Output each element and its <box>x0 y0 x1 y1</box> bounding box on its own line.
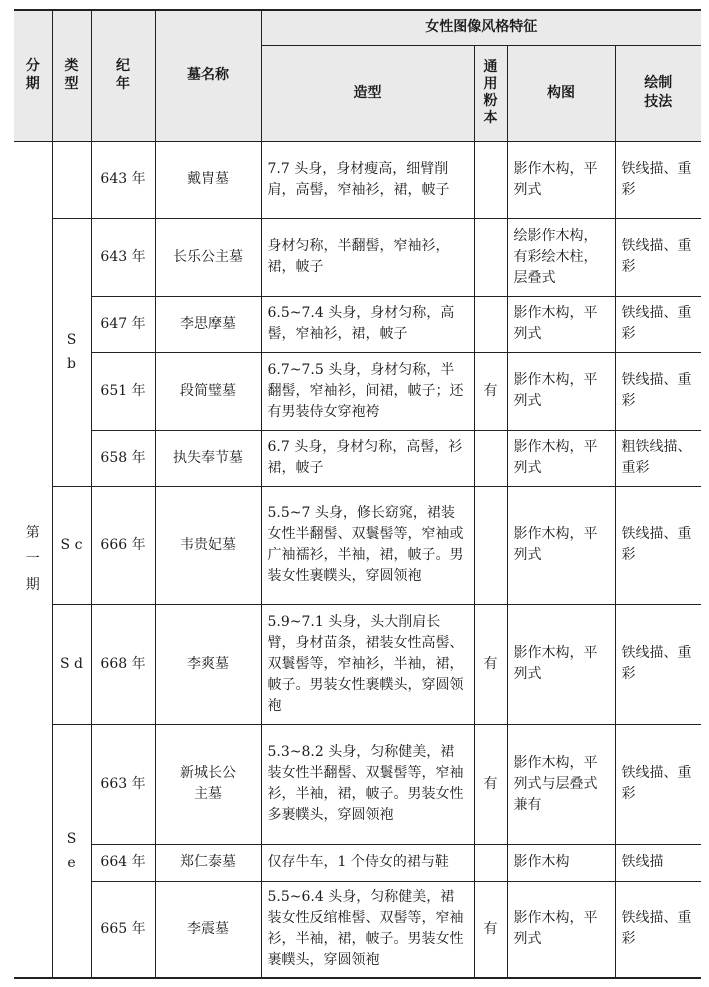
template-cell: 有 <box>474 604 507 724</box>
template-cell <box>474 430 507 486</box>
tomb-name-cell: 韦贵妃墓 <box>155 486 261 604</box>
table-row <box>14 218 701 296</box>
tomb-name-cell: 戴胄墓 <box>155 141 261 218</box>
composition-cell: 影作木构 <box>507 844 615 881</box>
shape-cell: 6.7 头身，身材匀称，高髻，衫裙，帔子 <box>261 430 474 486</box>
table-header <box>14 10 701 141</box>
technique-cell: 铁线描、重彩 <box>615 218 701 296</box>
shape-cell: 5.3~8.2 头身，匀称健美，裙装女性半翻髻、双鬟髻等，窄袖衫，半袖，裙，帔子。男装女性多裹幞头，穿圆领袍 <box>261 724 474 844</box>
tomb-name-cell: 李爽墓 <box>155 604 261 724</box>
year-cell: 666 年 <box>91 486 155 604</box>
period-cell: 第一期 <box>14 141 52 978</box>
year-cell: 658 年 <box>91 430 155 486</box>
year-cell: 643 年 <box>91 218 155 296</box>
template-cell: 有 <box>474 724 507 844</box>
tomb-name-cell: 李震墓 <box>155 881 261 978</box>
technique-cell: 铁线描、重彩 <box>615 881 701 978</box>
technique-cell: 铁线描、重彩 <box>615 352 701 430</box>
composition-cell: 影作木构，平列式 <box>507 296 615 352</box>
type-cell-sc: S c <box>52 486 91 604</box>
shape-cell: 仅存牛车，1 个侍女的裙与鞋 <box>261 844 474 881</box>
composition-cell: 影作木构，平列式与层叠式兼有 <box>507 724 615 844</box>
type-cell-blank <box>52 141 91 218</box>
tomb-name-cell: 长乐公主墓 <box>155 218 261 296</box>
technique-cell: 粗铁线描、重彩 <box>615 430 701 486</box>
header-tomb: 墓名称 <box>155 10 261 141</box>
header-shape: 造型 <box>261 45 474 141</box>
year-cell: 663 年 <box>91 724 155 844</box>
type-cell-se: Se <box>52 724 91 978</box>
year-cell: 647 年 <box>91 296 155 352</box>
technique-cell: 铁线描、重彩 <box>615 141 701 218</box>
template-cell <box>474 486 507 604</box>
header-period: 分期 <box>14 10 52 141</box>
shape-cell: 6.7~7.5 头身，身材匀称，半翻髻，窄袖衫，间裙，帔子；还有男装侍女穿袍袴 <box>261 352 474 430</box>
tomb-name-cell: 新城长公主墓 <box>155 724 261 844</box>
technique-cell: 铁线描、重彩 <box>615 724 701 844</box>
shape-cell: 5.5~6.4 头身，匀称健美，裙装女性反绾椎髻、双髻等，窄袖衫，半袖，裙，帔子。男装女性裹幞头，穿圆领袍 <box>261 881 474 978</box>
template-cell: 有 <box>474 881 507 978</box>
table-row <box>14 604 701 724</box>
shape-cell: 身材匀称，半翻髻，窄袖衫，裙，帔子 <box>261 218 474 296</box>
header-composition: 构图 <box>507 45 615 141</box>
table-row <box>14 141 701 218</box>
table-row <box>14 296 701 352</box>
header-type: 类型 <box>52 10 91 141</box>
composition-cell: 影作木构，平列式 <box>507 881 615 978</box>
shape-cell: 7.7 头身，身材瘦高，细臂削肩，高髻，窄袖衫，裙，帔子 <box>261 141 474 218</box>
template-cell <box>474 141 507 218</box>
table-row <box>14 881 701 978</box>
shape-cell: 6.5~7.4 头身，身材匀称，高髻，窄袖衫，裙，帔子 <box>261 296 474 352</box>
technique-cell: 铁线描、重彩 <box>615 604 701 724</box>
tomb-name-cell: 段简璧墓 <box>155 352 261 430</box>
year-cell: 668 年 <box>91 604 155 724</box>
technique-cell: 铁线描、重彩 <box>615 486 701 604</box>
technique-cell: 铁线描 <box>615 844 701 881</box>
template-cell <box>474 218 507 296</box>
year-cell: 665 年 <box>91 881 155 978</box>
header-features: 女性图像风格特征 <box>261 10 701 45</box>
composition-cell: 影作木构，平列式 <box>507 430 615 486</box>
template-cell <box>474 844 507 881</box>
composition-cell: 绘影作木构，有彩绘木柱，层叠式 <box>507 218 615 296</box>
composition-cell: 影作木构，平列式 <box>507 486 615 604</box>
table-body <box>14 141 701 978</box>
tomb-mural-table <box>14 9 701 979</box>
template-cell <box>474 296 507 352</box>
composition-cell: 影作木构，平列式 <box>507 604 615 724</box>
year-cell: 664 年 <box>91 844 155 881</box>
header-year: 纪年 <box>91 10 155 141</box>
template-cell: 有 <box>474 352 507 430</box>
shape-cell: 5.9~7.1 头身，头大削肩长臂，身材苗条，裙装女性高髻、双鬟髻等，窄袖衫，半袖，裙，帔子。男装女性裹幞头，穿圆领袍 <box>261 604 474 724</box>
table-row <box>14 724 701 844</box>
year-cell: 651 年 <box>91 352 155 430</box>
table-row <box>14 844 701 881</box>
type-cell-sd: S d <box>52 604 91 724</box>
composition-cell: 影作木构，平列式 <box>507 352 615 430</box>
tomb-name-cell: 执失奉节墓 <box>155 430 261 486</box>
type-cell-sb: Sb <box>52 218 91 486</box>
header-technique: 绘制技法 <box>615 45 701 141</box>
tomb-name-cell: 李思摩墓 <box>155 296 261 352</box>
shape-cell: 5.5~7 头身，修长窈窕，裙装女性半翻髻、双鬟髻等，窄袖或广袖襦衫，半袖，裙，帔子。男装女性裹幞头，穿圆领袍 <box>261 486 474 604</box>
year-cell: 643 年 <box>91 141 155 218</box>
tomb-name-cell: 郑仁泰墓 <box>155 844 261 881</box>
table-row <box>14 352 701 430</box>
technique-cell: 铁线描、重彩 <box>615 296 701 352</box>
composition-cell: 影作木构，平列式 <box>507 141 615 218</box>
table-row <box>14 430 701 486</box>
table-row <box>14 486 701 604</box>
header-template: 通用粉本 <box>474 45 507 141</box>
